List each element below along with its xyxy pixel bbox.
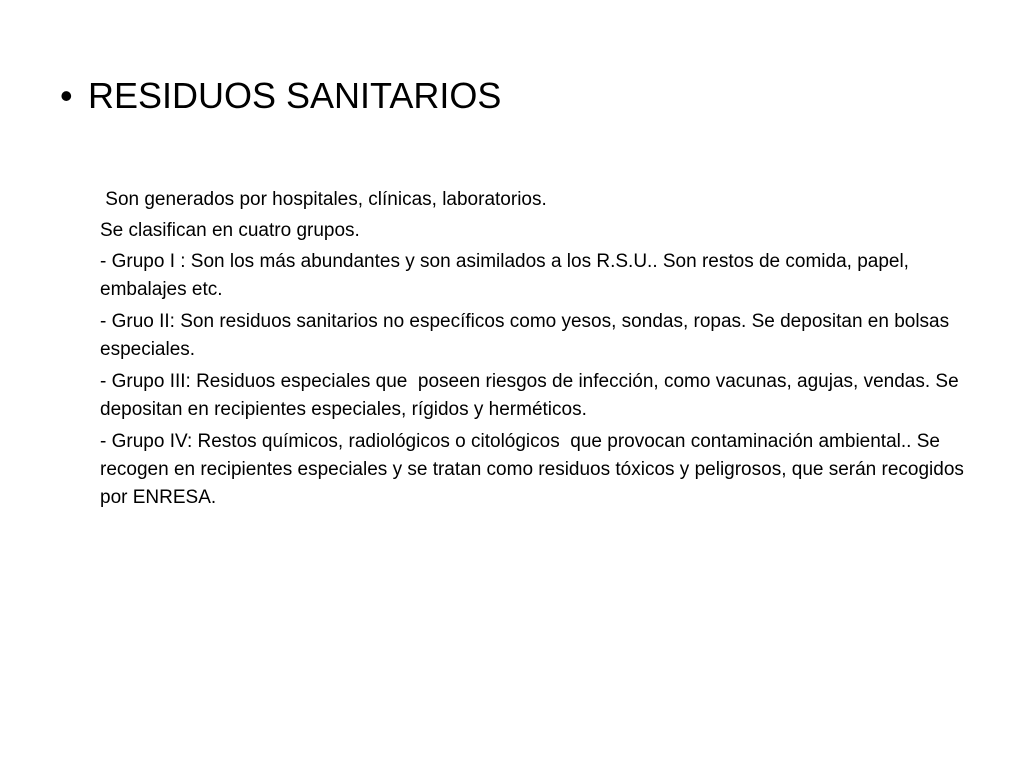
paragraph-group-2: - Gruo II: Son residuos sanitarios no específicos como yesos, sondas, ropas. Se depositan en bolsas especiales. xyxy=(100,311,955,360)
paragraph-classification: Se clasifican en cuatro grupos. xyxy=(100,220,360,241)
title-text: RESIDUOS SANITARIOS xyxy=(88,75,502,116)
slide-title xyxy=(60,74,501,118)
paragraph-group-3: - Grupo III: Residuos especiales que poseen riesgos de infección, como vacunas, agujas, vendas. Se depositan en recipientes especiales, rígidos y herméticos. xyxy=(100,371,964,420)
paragraph-intro: Son generados por hospitales, clínicas, laboratorios. xyxy=(100,189,547,210)
slide-body xyxy=(100,186,980,516)
paragraph-group-4: - Grupo IV: Restos químicos, radiológicos o citológicos que provocan contaminación ambiental.. Se recogen en recipientes especiales y se tratan como residuos tóxicos y peligrosos, que serán recogidos por ENRESA. xyxy=(100,431,970,508)
bullet-icon: • xyxy=(60,75,73,116)
paragraph-group-1: - Grupo I : Son los más abundantes y son asimilados a los R.S.U.. Son restos de comida, papel, embalajes etc. xyxy=(100,251,915,300)
